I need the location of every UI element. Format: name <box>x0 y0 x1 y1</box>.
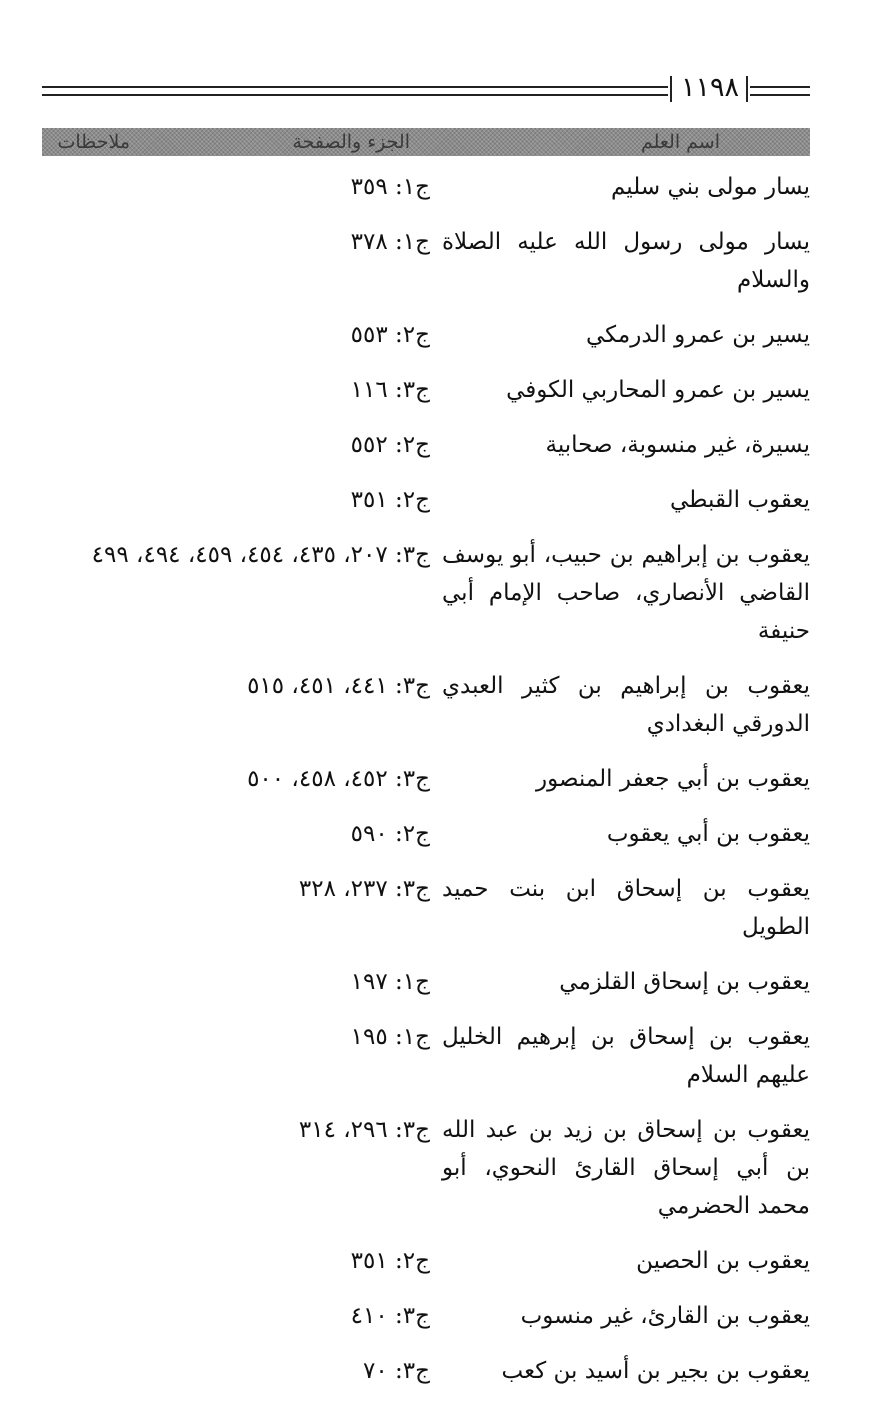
entry-reference: ج٣: ٢٠٧، ٤٣٥، ٤٥٤، ٤٥٩، ٤٩٤، ٤٩٩ <box>91 542 430 568</box>
index-entries <box>42 168 810 1407</box>
entry-name: يعقوب بن إسحاق بن زيد بن عبد الله بن أبي إسحاق القارئ النحوي، أبو محمد الحضرمي <box>442 1117 810 1219</box>
index-entry <box>42 815 810 853</box>
entry-name: يعقوب بن إبراهيم بن كثير العبدي الدورقي البغدادي <box>442 673 810 737</box>
index-entry <box>42 316 810 354</box>
entry-name: يعقوب القبطي <box>670 487 810 513</box>
entry-name: يعقوب بن أبي جعفر المنصور <box>536 766 810 792</box>
entry-name: يعقوب بن القارئ، غير منسوب <box>520 1303 810 1329</box>
header-rule-left <box>42 86 668 96</box>
index-entry <box>42 1242 810 1280</box>
column-header-reference: الجزء والصفحة <box>292 131 410 153</box>
index-entry <box>42 870 810 946</box>
header-rule-right <box>750 86 810 96</box>
entry-name: يعقوب بن أبي يعقوب <box>606 821 810 847</box>
index-entry <box>42 760 810 798</box>
entry-name: يسار مولى رسول الله عليه الصلاة والسلام <box>442 229 810 293</box>
entry-reference: ج٢: ٣٥١ <box>350 1248 430 1274</box>
entry-reference: ج٣: ١١٦ <box>350 377 430 403</box>
index-entry <box>42 1352 810 1390</box>
page-number: ١١٩٨ <box>680 72 739 103</box>
entry-name: يسار مولى بني سليم <box>611 174 810 200</box>
entry-reference: ج٣: ٤١٠ <box>350 1303 430 1329</box>
page-header <box>42 70 810 110</box>
index-entry <box>42 1111 810 1225</box>
entry-reference: ج٣: ٤٤١، ٤٥١، ٥١٥ <box>247 673 430 699</box>
entry-name: يسيرة، غير منسوبة، صحابية <box>545 432 810 458</box>
entry-name: يعقوب بن إسحاق ابن بنت حميد الطويل <box>442 876 810 940</box>
entry-reference: ج١: ١٩٥ <box>350 1024 430 1050</box>
entry-reference: ج٢: ٣٥١ <box>350 487 430 513</box>
index-entry <box>42 963 810 1001</box>
index-entry <box>42 426 810 464</box>
header-bar <box>746 76 748 102</box>
entry-reference: ج٣: ٤٥٢، ٤٥٨، ٥٠٠ <box>247 766 430 792</box>
entry-reference: ج١: ١٩٧ <box>350 969 430 995</box>
entry-reference: ج٢: ٥٩٠ <box>350 821 430 847</box>
entry-name: يعقوب بن إسحاق بن إبرهيم الخليل عليهم السلام <box>442 1024 810 1088</box>
entry-name: يعقوب بن إبراهيم بن حبيب، أبو يوسف القاضي الأنصاري، صاحب الإمام أبي حنيفة <box>442 542 810 644</box>
entry-name: يعقوب بن الحصين <box>636 1248 810 1274</box>
entry-name: يسير بن عمرو المحاربي الكوفي <box>506 377 810 403</box>
index-entry <box>42 667 810 743</box>
column-header-name: اسم العلم <box>640 131 720 153</box>
entry-reference: ج٣: ٢٣٧، ٣٢٨ <box>298 876 430 902</box>
index-entry <box>42 1018 810 1094</box>
entry-name: يسير بن عمرو الدرمكي <box>586 322 810 348</box>
index-entry <box>42 536 810 650</box>
entry-reference: ج١: ٣٧٨ <box>350 229 430 255</box>
index-entry <box>42 1297 810 1335</box>
index-entry <box>42 168 810 206</box>
index-entry <box>42 223 810 299</box>
index-entry <box>42 371 810 409</box>
column-header-notes: ملاحظات <box>57 131 130 153</box>
entry-name: يعقوب بن إسحاق القلزمي <box>559 969 810 995</box>
index-entry <box>42 481 810 519</box>
header-bar <box>670 76 672 102</box>
entry-reference: ج١: ٣٥٩ <box>350 174 430 200</box>
column-header-band <box>42 128 810 156</box>
entry-name: يعقوب بن بجير بن أسيد بن كعب <box>501 1358 810 1384</box>
entry-reference: ج٢: ٥٥٢ <box>350 432 430 458</box>
entry-reference: ج٢: ٥٥٣ <box>350 322 430 348</box>
entry-reference: ج٣: ٧٠ <box>363 1358 430 1384</box>
entry-reference: ج٣: ٢٩٦، ٣١٤ <box>298 1117 430 1143</box>
